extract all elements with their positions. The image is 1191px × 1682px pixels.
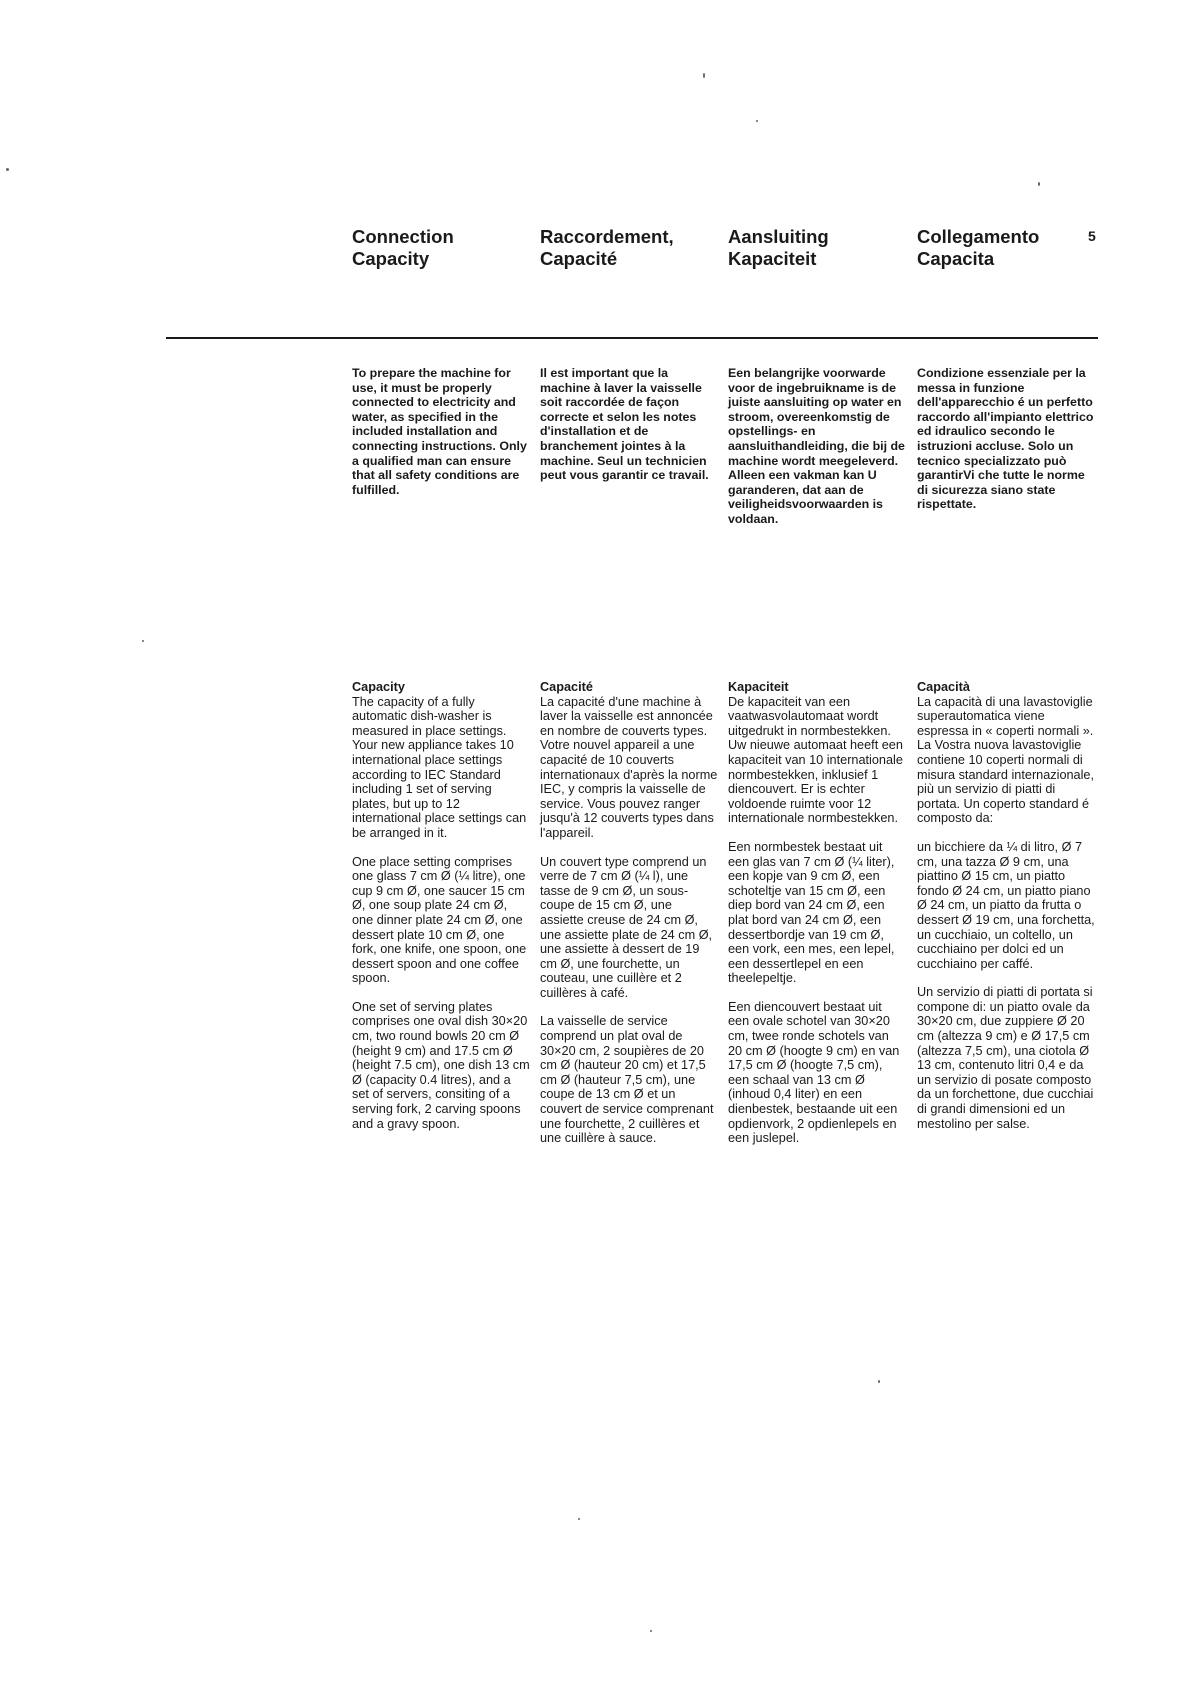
capacity-subheading: Capacità	[917, 680, 970, 694]
capacity-subheading: Capacity	[352, 680, 405, 694]
intro-english: To prepare the machine for use, it must be properly connected to electricity and water, as specified in the included installation and connecting instructions. Only a qualified man can ensure that all safety conditions are fulfilled.	[352, 366, 527, 497]
heading-title: Raccordement,	[540, 226, 674, 247]
heading-subtitle: Capacité	[540, 248, 618, 269]
heading-subtitle: Capacita	[917, 248, 995, 269]
scan-speck	[1038, 182, 1040, 186]
serving-plates-paragraph: Un servizio di piatti di portata si compone di: un piatto ovale da 30×20 cm, due zuppiere Ø 20 cm (altezza 9 cm) e Ø 17,5 cm (altezza 7,5 cm), una ciotola Ø 13 cm, contenuto litri 0,4 e da un servizio di posate composto da un forchettone, due cucchiai di grandi dimensioni ed un mestolino per salse.	[917, 985, 1094, 1131]
scan-speck	[142, 640, 144, 642]
scan-speck	[6, 168, 9, 171]
scan-speck	[756, 120, 758, 122]
heading-title: Connection	[352, 226, 454, 247]
capacity-subheading: Capacité	[540, 680, 593, 694]
capacity-paragraph-1	[540, 680, 718, 841]
place-setting-paragraph: Un couvert type comprend un verre de 7 cm Ø (¼ l), une tasse de 9 cm Ø, un sous-coupe de 15 cm Ø, une assiette creuse de 24 cm Ø, une assiette plate de 24 cm Ø, une assiette à dessert de 19 cm Ø, une fourchette, un couteau, une cuillère et 2 cuillères à café.	[540, 854, 713, 1000]
capacity-text: De kapaciteit van een vaatwasvolautomaat wordt uitgedrukt in normbestekken. Uw nieuwe automaat heeft een kapaciteit van 10 internationale normbestekken, inklusief 1 diencouvert. Er is echter voldoende ruimte voor 12 internationale normbestekken.	[728, 694, 903, 826]
heading-subtitle: Kapaciteit	[728, 248, 817, 269]
capacity-dutch	[728, 680, 906, 1160]
heading-subtitle: Capacity	[352, 248, 430, 269]
capacity-text: La capacità di una lavastoviglie superautomatica viene espressa in « coperti normali ». La Vostra nuova lavastoviglie contiene 10 coperti normali di misura standard internazionale, più un servizio di piatti di portata. Un coperto standard é composto da:	[917, 694, 1095, 826]
heading-english	[352, 226, 530, 270]
intro-dutch: Een belangrijke voorwarde voor de ingebruikname is de juiste aansluiting op water en stroom, overeenkomstig de opstellings- en aansluithandleiding, die bij de machine wordt meegeleverd. Alleen een vakman kan U garanderen, dat aan de veiligheidsvoorwaarden is voldaan.	[728, 366, 905, 526]
heading-italian	[917, 226, 1095, 270]
capacity-english	[352, 680, 530, 1145]
scan-speck	[878, 1380, 880, 1383]
heading-title: Collegamento	[917, 226, 1040, 247]
intro-italian: Condizione essenziale per la messa in funzione dell'apparecchio é un perfetto raccordo all'impianto elettrico ed idraulico secondo le istruzioni accluse. Solo un tecnico specializzato può garantirVi che tutte le norme di sicurezza siano state rispettate.	[917, 366, 1094, 512]
capacity-paragraph-1	[728, 680, 906, 826]
scan-speck	[703, 73, 705, 78]
capacity-text: La capacité d'une machine à laver la vaisselle est annoncée en nombre de couverts types. Votre nouvel appareil a une capacité de 10 couverts internationaux d'après la norme IEC, y compris la vaisselle de service. Vous pouvez ranger jusqu'à 12 couverts types dans l'appareil.	[540, 694, 718, 840]
serving-plates-paragraph: One set of serving plates comprises one oval dish 30×20 cm, two round bowls 20 cm Ø (height 9 cm) and 17.5 cm Ø (height 7.5 cm), one dish 13 cm Ø (capacity 0.4 litres), and a set of servers, consiting of a serving fork, 2 carving spoons and a gravy spoon.	[352, 999, 530, 1131]
horizontal-rule	[166, 337, 1098, 339]
capacity-italian	[917, 680, 1095, 1145]
capacity-french	[540, 680, 718, 1160]
capacity-text: The capacity of a fully automatic dish-washer is measured in place settings. Your new appliance takes 10 international place settings according to IEC Standard including 1 set of serving plates, but up to 12 international place settings can be arranged in it.	[352, 694, 527, 840]
serving-plates-paragraph: La vaisselle de service comprend un plat oval de 30×20 cm, 2 soupières de 20 cm Ø (hauteur 20 cm) et 17,5 cm Ø (hauteur 7,5 cm), une coupe de 13 cm Ø et un couvert de service comprenant une fourchette, 2 cuillères et une cuillère à sauce.	[540, 1014, 714, 1146]
heading-french	[540, 226, 718, 270]
heading-dutch	[728, 226, 906, 270]
capacity-paragraph-1	[917, 680, 1095, 826]
page-number: 5	[1088, 228, 1096, 244]
capacity-subheading: Kapaciteit	[728, 680, 789, 694]
capacity-paragraph-1	[352, 680, 530, 841]
heading-title: Aansluiting	[728, 226, 829, 247]
scan-speck	[578, 1518, 580, 1520]
place-setting-paragraph: un bicchiere da ¼ di litro, Ø 7 cm, una tazza Ø 9 cm, una piattino Ø 15 cm, un piatto fondo Ø 24 cm, un piatto piano Ø 24 cm, un piatto da frutta o dessert Ø 19 cm, una forchetta, un cucchiaio, un coltello, un cucchiaino per dolci ed un cucchiaino per caffé.	[917, 839, 1095, 971]
intro-french: Il est important que la machine à laver la vaisselle soit raccordée de façon correcte et selon les notes d'installation et de branchement jointes à la machine. Seul un technicien peut vous garantir ce travail.	[540, 366, 709, 483]
place-setting-paragraph: Een normbestek bestaat uit een glas van 7 cm Ø (¼ liter), een kopje van 9 cm Ø, een schoteltje van 15 cm Ø, een diep bord van 24 cm Ø, een plat bord van 24 cm Ø, een dessertbordje van 19 cm Ø, een vork, een mes, een lepel, een dessertlepel en een theelepeltje.	[728, 839, 895, 986]
place-setting-paragraph: One place setting comprises one glass 7 cm Ø (¼ litre), one cup 9 cm Ø, one saucer 15 cm Ø, one soup plate 24 cm Ø, one dinner plate 24 cm Ø, one dessert plate 10 cm Ø, one fork, one knife, one spoon, one dessert spoon and one coffee spoon.	[352, 854, 527, 986]
scan-speck	[650, 1630, 652, 1632]
serving-plates-paragraph: Een diencouvert bestaat uit een ovale schotel van 30×20 cm, twee ronde schotels van 20 cm Ø (hoogte 9 cm) en van 17,5 cm Ø (hoogte 7,5 cm), een schaal van 13 cm Ø (inhoud 0,4 liter) en een dienbestek, bestaande uit een opdienvork, 2 opdienlepels en een juslepel.	[728, 999, 900, 1146]
